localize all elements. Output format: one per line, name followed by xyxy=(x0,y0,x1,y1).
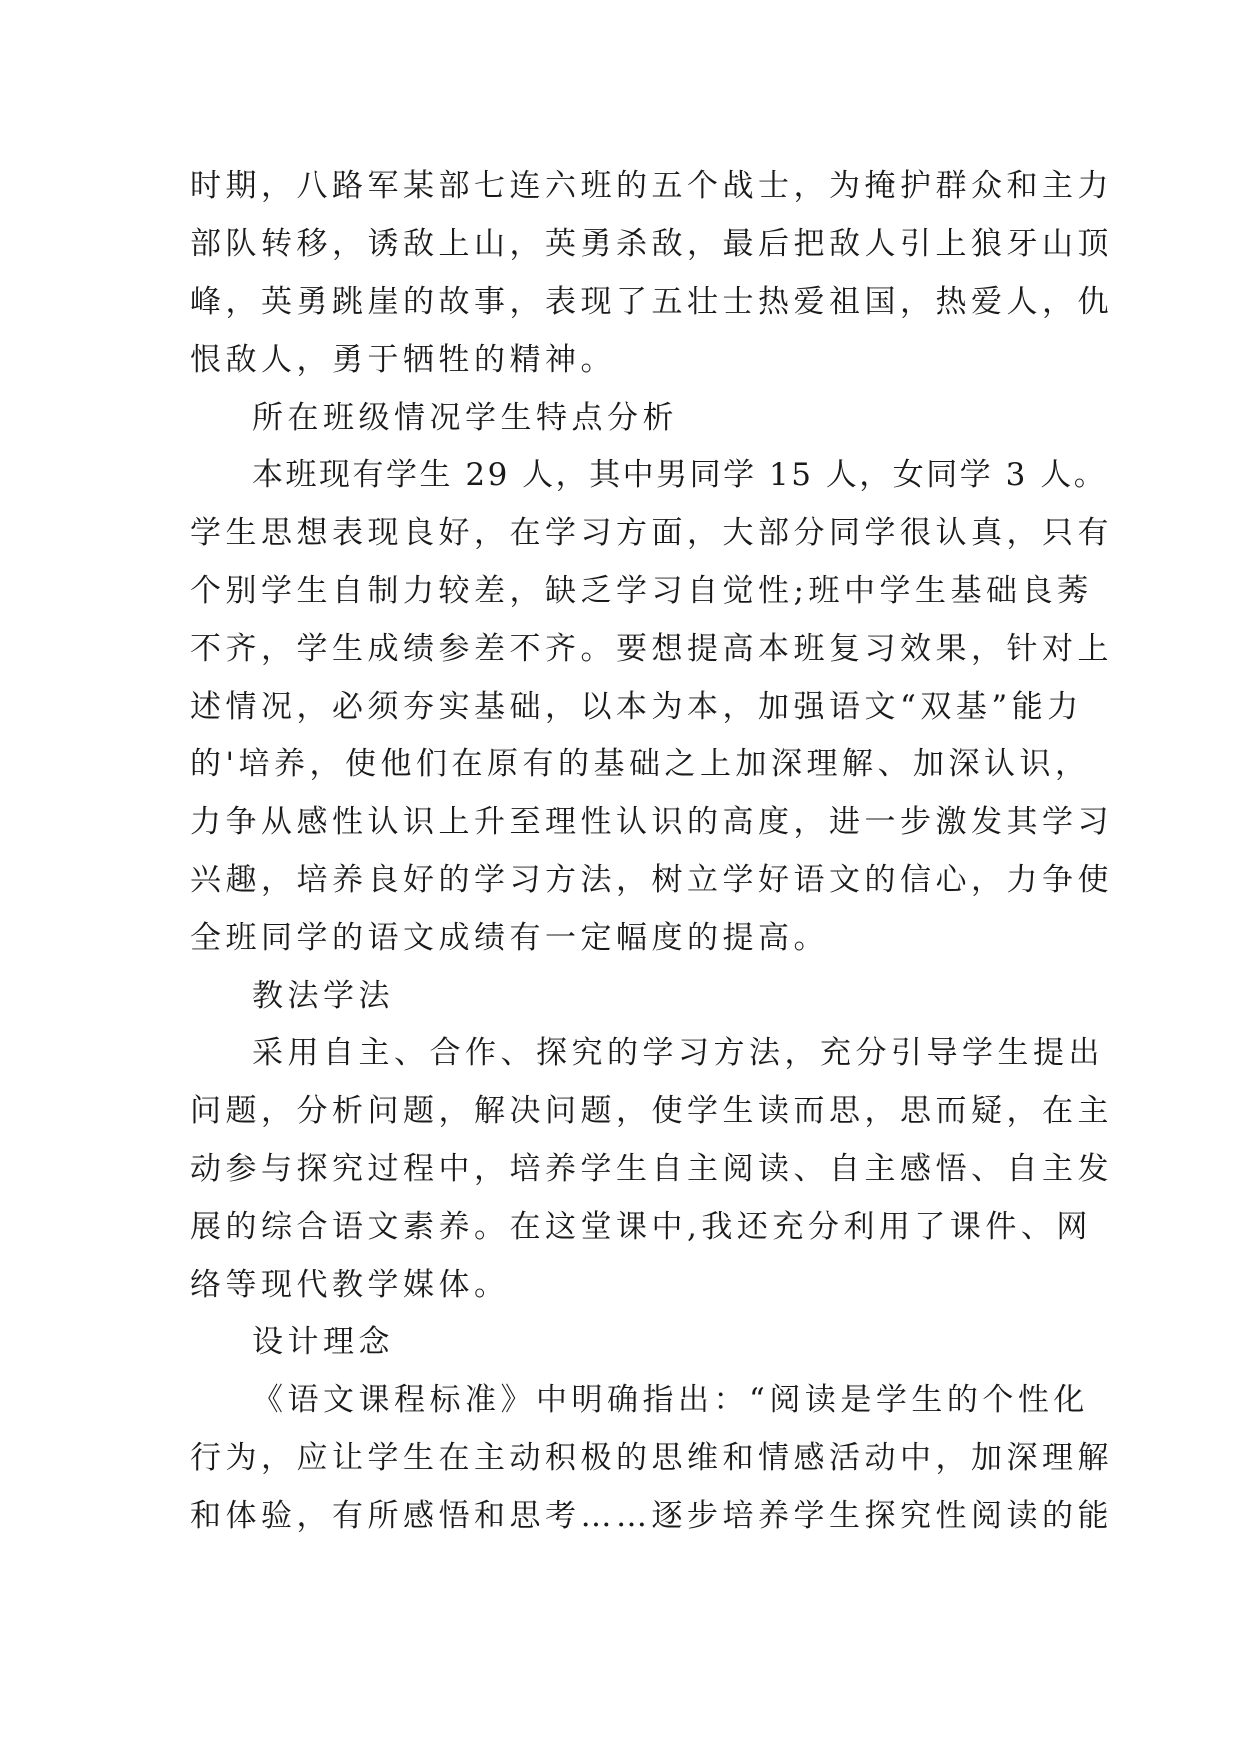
body-text-line: 不齐，学生成绩参差不齐。要想提高本班复习效果，针对上 xyxy=(190,631,1113,667)
body-text-line: 和体验，有所感悟和思考……逐步培养学生探究性阅读的能 xyxy=(190,1498,1113,1534)
body-text-line: 本班现有学生 29 人，其中男同学 15 人，女同学 3 人。 xyxy=(252,457,1108,493)
body-text-line: 力争从感性认识上升至理性认识的高度，进一步激发其学习 xyxy=(190,804,1113,840)
body-text-line: 个别学生自制力较差，缺乏学习自觉性;班中学生基础良莠 xyxy=(190,573,1093,609)
body-text-line: 部队转移，诱敌上山，英勇杀敌，最后把敌人引上狼牙山顶 xyxy=(190,226,1113,262)
body-text-line: 学生思想表现良好，在学习方面，大部分同学很认真，只有 xyxy=(190,515,1113,551)
body-text-line: 问题，分析问题，解决问题，使学生读而思，思而疑，在主 xyxy=(190,1093,1113,1129)
section-heading-class-analysis: 所在班级情况学生特点分析 xyxy=(252,400,678,436)
body-text-line: 采用自主、合作、探究的学习方法，充分引导学生提出 xyxy=(252,1035,1104,1071)
body-text-line: 恨敌人，勇于牺牲的精神。 xyxy=(190,342,616,378)
section-heading-design-concept: 设计理念 xyxy=(252,1324,394,1360)
body-text-line: 《语文课程标准》中明确指出：“阅读是学生的个性化 xyxy=(252,1382,1089,1418)
body-text-line: 络等现代教学媒体。 xyxy=(190,1267,510,1303)
body-text-line: 动参与探究过程中，培养学生自主阅读、自主感悟、自主发 xyxy=(190,1151,1113,1187)
body-text-line: 全班同学的语文成绩有一定幅度的提高。 xyxy=(190,920,829,956)
body-text-line: 峰，英勇跳崖的故事，表现了五壮士热爱祖国，热爱人，仇 xyxy=(190,284,1113,320)
body-text-line: 展的综合语文素养。在这堂课中,我还充分利用了课件、网 xyxy=(190,1209,1092,1245)
body-text-line: 时期，八路军某部七连六班的五个战士，为掩护群众和主力 xyxy=(190,168,1113,204)
section-heading-teaching-methods: 教法学法 xyxy=(252,978,394,1014)
body-text-line: 的'培养，使他们在原有的基础之上加深理解、加深认识， xyxy=(190,746,1091,782)
body-text-line: 述情况，必须夯实基础，以本为本，加强语文“双基”能力 xyxy=(190,689,1083,725)
body-text-line: 兴趣，培养良好的学习方法，树立学好语文的信心，力争使 xyxy=(190,862,1113,898)
body-text-line: 行为，应让学生在主动积极的思维和情感活动中，加深理解 xyxy=(190,1440,1113,1476)
